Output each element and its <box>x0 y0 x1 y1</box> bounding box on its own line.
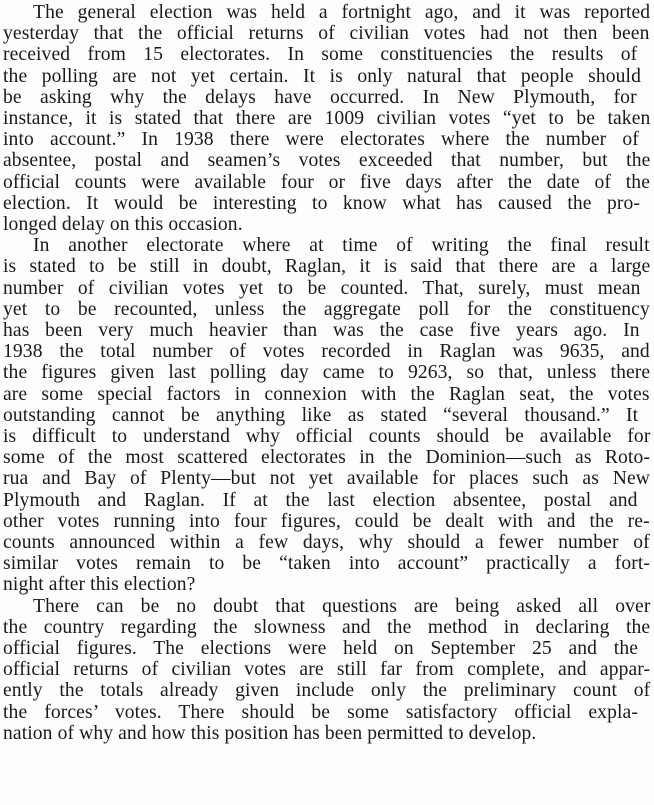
text-line: the forces’ votes. There should be some satisfactory official expla- <box>3 702 638 723</box>
text-line: is difficult to understand why official counts should be available for <box>3 426 651 447</box>
text-line: the figures given last polling day came to 9263, so that, unless there <box>3 362 651 383</box>
text-line: absentee, postal and seamen’s votes exceeded that number, but the <box>3 150 651 171</box>
text-line: the country regarding the slowness and the method in declaring the <box>3 617 651 638</box>
text-line: into account.” In 1938 there were electorates where the number of <box>3 129 639 150</box>
text-line: There can be no doubt that questions are being asked all over <box>33 596 651 617</box>
text-line: night after this election? <box>3 574 196 595</box>
text-line: are some special factors in connexion with the Raglan seat, the votes <box>3 384 650 405</box>
text-line: official returns of civilian votes are still far from complete, and appar- <box>3 659 651 680</box>
text-line: number of civilian votes yet to be counted. That, surely, must mean <box>3 278 641 299</box>
text-line: nation of why and how this position has been permitted to develop. <box>3 723 537 744</box>
text-line: Plymouth and Raglan. If at the last election absentee, postal and <box>3 490 638 511</box>
text-line: 1938 the total number of votes recorded in Raglan was 9635, and <box>3 341 650 362</box>
text-line: instance, it is stated that there are 1009 civilian votes “yet to be taken <box>3 108 651 129</box>
text-line: In another electorate where at time of writing the final result <box>33 235 650 256</box>
text-line: The general election was held a fortnight ago, and it was reported <box>33 2 651 23</box>
text-line: official figures. The elections were held on September 25 and the <box>3 638 639 659</box>
text-line: longed delay on this occasion. <box>3 214 243 235</box>
text-line: received from 15 electorates. In some constituencies the results of <box>3 44 638 65</box>
text-line: outstanding cannot be anything like as stated “several thousand.” It <box>3 405 639 426</box>
text-line: be asking why the delays have occurred. In New Plymouth, for <box>3 87 637 108</box>
text-line: is stated to be still in doubt, Raglan, it is said that there are a large <box>3 256 651 277</box>
text-line: has been very much heavier than was the case five years ago. In <box>3 320 640 341</box>
text-line: rua and Bay of Plenty—but not yet available for places such as New <box>3 468 651 489</box>
text-line: the polling are not yet certain. It is only natural that people should <box>3 66 642 87</box>
text-line: other votes running into four figures, could be dealt with and the re- <box>3 511 650 532</box>
text-line: ently the totals already given include only the preliminary count of <box>3 680 651 701</box>
text-line: some of the most scattered electorates in the Dominion—such as Roto- <box>3 447 650 468</box>
text-line: counts announced within a few days, why should a fewer number of <box>3 532 650 553</box>
text-line: yet to be recounted, unless the aggregate poll for the constituency <box>3 299 650 320</box>
text-line: yesterday that the official returns of civilian votes had not then been <box>3 23 650 44</box>
text-line: election. It would be interesting to know what has caused the pro- <box>3 193 641 214</box>
text-line: official counts were available four or five days after the date of the <box>3 172 650 193</box>
text-line: similar votes remain to be “taken into account” practically a fort- <box>3 553 651 574</box>
